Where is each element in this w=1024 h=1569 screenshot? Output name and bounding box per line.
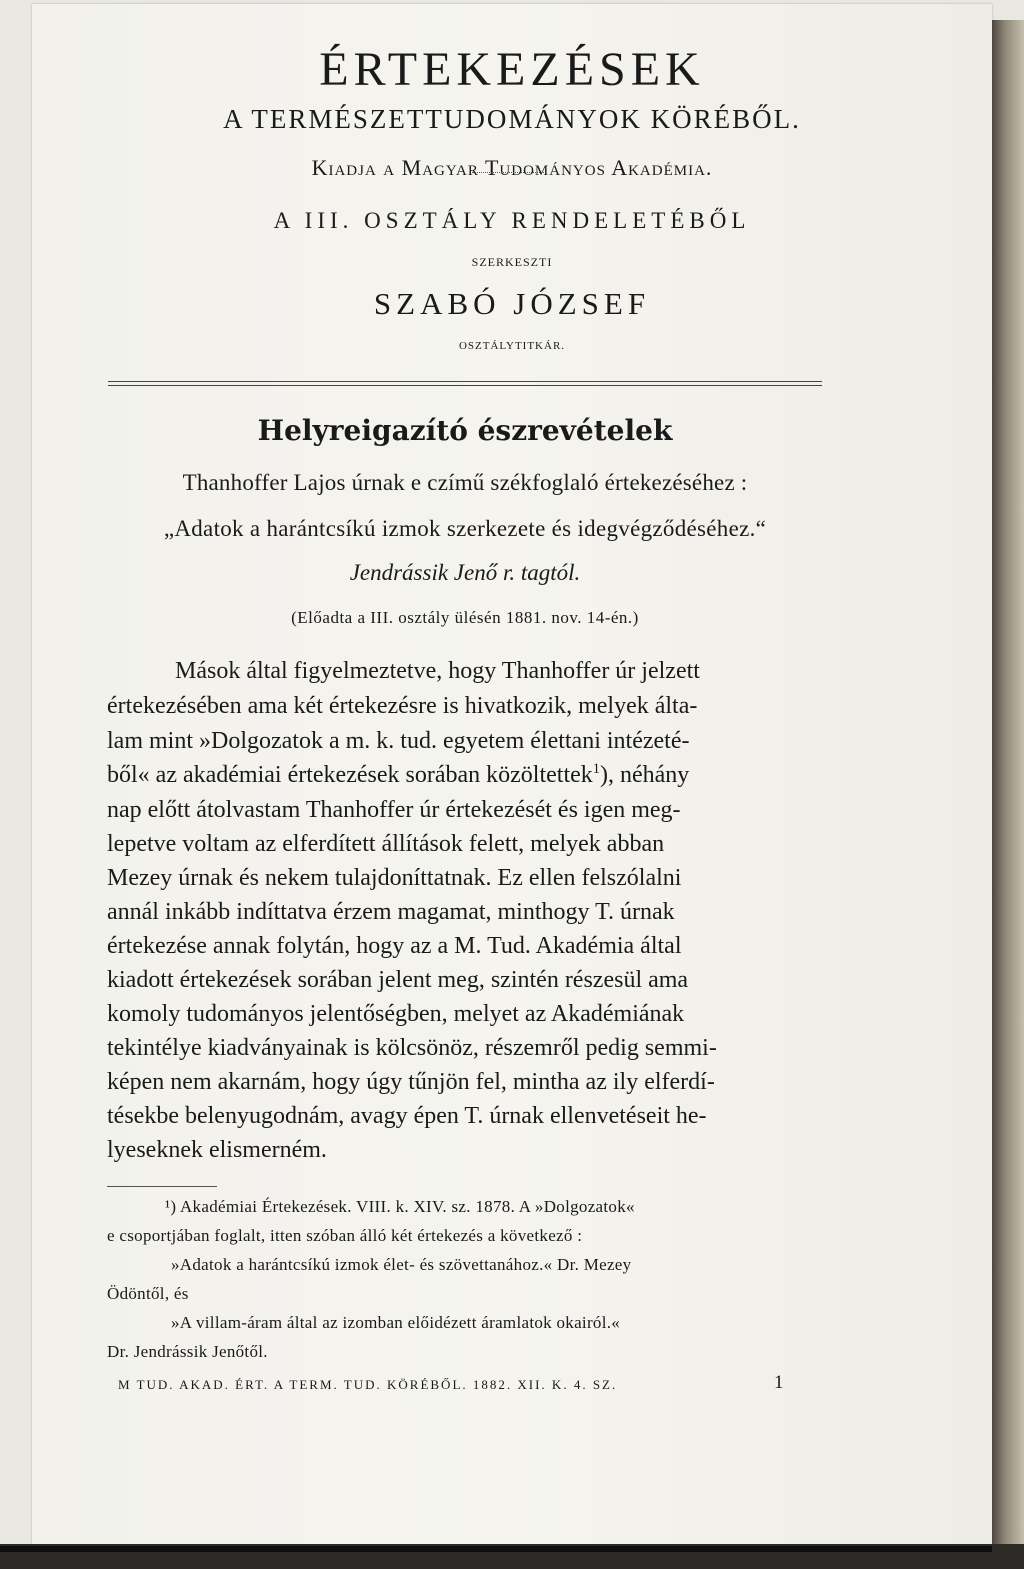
body-line-1: Mások által figyelmeztetve, hogy Thanhoffer úr jelzett (175, 658, 700, 684)
footer-citation: M TUD. AKAD. ÉRT. A TERM. TUD. KÖRÉBŐL. 1882. XII. K. 4. SZ. (118, 1377, 618, 1392)
footnote-marker: ¹) (165, 1197, 177, 1216)
editor-role: OSZTÁLYTITKÁR. (458, 340, 566, 352)
quoted-title: „Adatok a harántcsíkú izmok szerkezete és idegvégződéséhez.“ (163, 516, 767, 541)
body-line-4-tail: ), néhány (599, 762, 690, 788)
body-line-12: tekintélye kiadványainak is kölcsönöz, részemről pedig semmi- (107, 1035, 717, 1061)
body-line-10: kiadott értekezések sorában jelent meg, szintén részesül ama (107, 967, 689, 993)
header-rule-top (108, 381, 822, 382)
book-spine (992, 20, 1024, 1550)
series-title: ÉRTEKEZÉSEK (319, 43, 705, 96)
body-line-4 (107, 762, 689, 789)
body-line-11: komoly tudományos jelentőségben, melyet az Akadémiának (107, 1001, 685, 1027)
bottom-rule (0, 1546, 992, 1552)
body-line-8: annál inkább indíttatva érzem magamat, minthogy T. úrnak (107, 899, 675, 925)
footnote-line-3: »Adatok a harántcsíkú izmok élet- és szövettanához.« Dr. Mezey (171, 1255, 632, 1274)
footnote-line-1-text: Akadémiai Értekezések. VIII. k. XIV. sz. 1878. A »Dolgozatok« (179, 1197, 635, 1216)
body-line-5: nap előtt átolvastam Thanhoffer úr értekezését és igen meg- (107, 797, 681, 823)
presented-note: (Előadta a III. osztály ülésén 1881. nov. 14-én.) (291, 608, 639, 627)
series-subtitle: A TERMÉSZETTUDOMÁNYOK KÖRÉBŐL. (223, 104, 801, 134)
footnote-line-4: Ödöntől, és (107, 1284, 189, 1303)
body-line-13: képen nem akarnám, hogy úgy tűnjön fel, mintha az ily elferdí- (107, 1069, 715, 1095)
edited-by-label: SZERKESZTI (471, 255, 553, 269)
body-line-7: Mezey úrnak és nekem tulajdoníttatnak. Ez ellen felszólalni (107, 865, 682, 891)
body-line-14: tésekbe belenyugodnám, avagy épen T. úrnak ellenvetéseit he- (107, 1103, 707, 1129)
body-line-6: lepetve voltam az elferdített állítások felett, melyek abban (107, 831, 665, 857)
body-line-4-text: ből« az akadémiai értekezések sorában közöltettek (107, 762, 593, 788)
body-line-9: értekezése annak folytán, hogy az a M. Tud. Akadémia által (107, 933, 682, 959)
reference-line: Thanhoffer Lajos úrnak e czímű székfoglaló értekezéséhez : (182, 470, 748, 495)
footnote-ref: 1 (592, 761, 600, 777)
footnote-rule (107, 1186, 217, 1187)
header-rule-bottom (108, 385, 822, 386)
dotted-separator (472, 172, 544, 173)
article-title: Helyreigazító észrevételek (257, 414, 673, 447)
footnote-line-5: »A villam-áram által az izomban előidézett áramlatok okairól.« (171, 1313, 621, 1332)
footnote-line-1 (165, 1197, 635, 1217)
class-line: A III. OSZTÁLY RENDELETÉBŐL (273, 208, 751, 233)
body-line-3: lam mint »Dolgozatok a m. k. tud. egyetem élettani intézeté- (107, 728, 690, 754)
body-line-2: értekezésében ama két értekezésre is hivatkozik, melyek álta- (107, 693, 698, 719)
page-number: 1 (774, 1372, 784, 1393)
footnote-line-2: e csoportjában foglalt, itten szóban álló két értekezés a következő : (107, 1226, 583, 1245)
editor-name: SZABÓ JÓZSEF (373, 286, 651, 321)
body-line-15: lyeseknek elismerném. (107, 1137, 327, 1163)
footnote-line-6: Dr. Jendrássik Jenőtől. (107, 1342, 268, 1361)
author-line: Jendrássik Jenő r. tagtól. (349, 560, 581, 585)
publisher-line: Kiadja a Magyar Tudományos Akadémia. (311, 155, 713, 180)
